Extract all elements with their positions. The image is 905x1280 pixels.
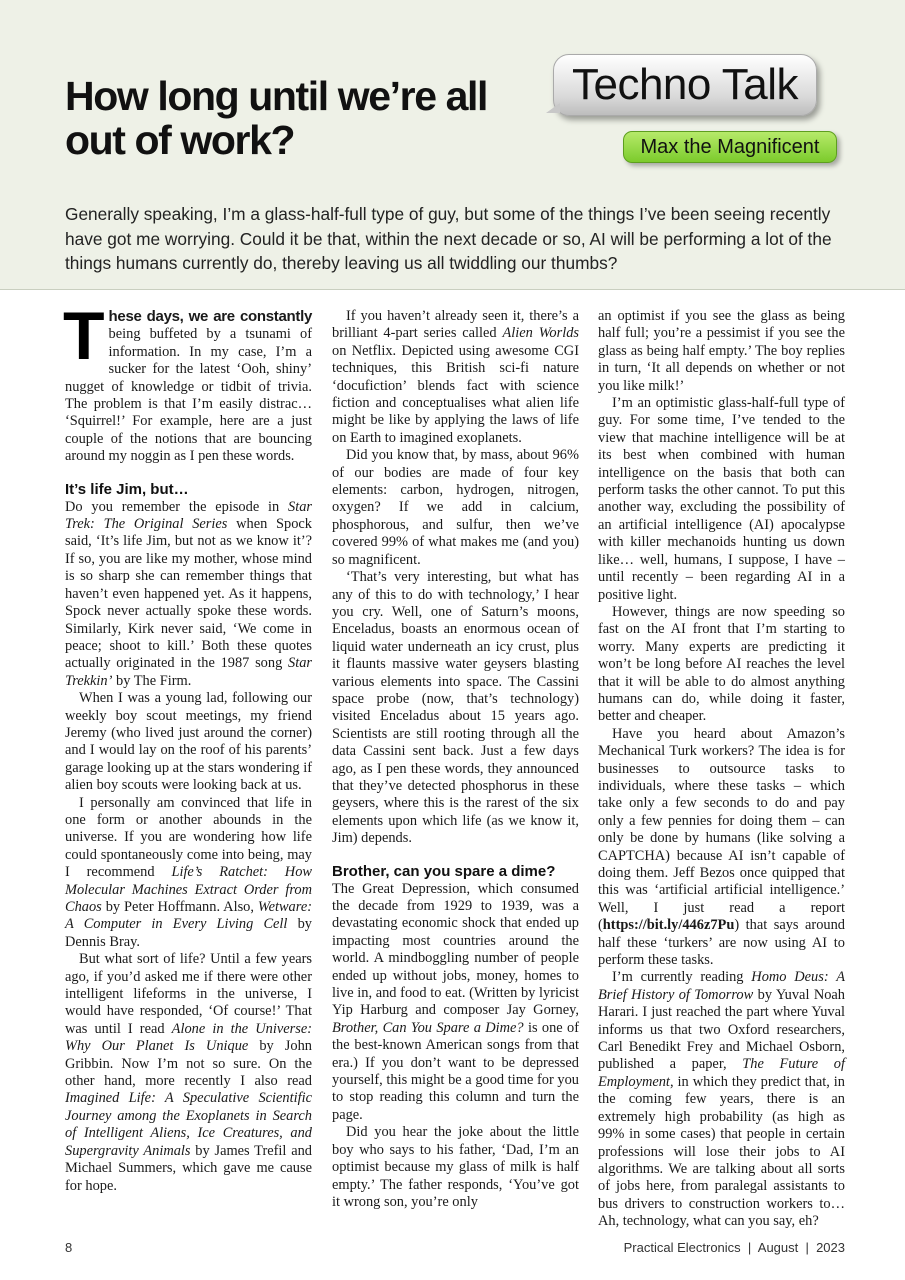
lead-in: hese days, we are constantly xyxy=(108,308,312,325)
paragraph xyxy=(332,308,579,447)
link-text: https://bit.ly/446z7Pu xyxy=(602,917,735,934)
column-name-badge: Techno Talk xyxy=(553,54,817,116)
text-run: Brother, Can You Spare a Dime? xyxy=(332,1019,524,1036)
publication-info: Practical Electronics | August | 2023 xyxy=(623,1240,845,1255)
text-run: But what sort of life? Until a few years ago, if you’d asked me if there were other intelligent lifeforms in the universe, I would have responded, ‘Of course!’ That was until I read xyxy=(65,951,312,1037)
article-column-3 xyxy=(598,308,845,1231)
text-run: The Great Depression, which consumed the decade from 1929 to 1939, was a devastating economic shock that ended up impacting most countries around the world. A mindboggling number of people ended up without jobs, money, homes to live in, and food to eat. (Written by lyricist Yip Harburg and composer Jay Gorney, xyxy=(332,880,579,1019)
text-run: by The Firm. xyxy=(112,672,192,689)
paragraph xyxy=(598,969,845,1230)
page-number: 8 xyxy=(65,1240,73,1255)
text-run: Have you heard about Amazon’s Mechanical Turk workers? The idea is for businesses to outsource tasks to individuals, where these tasks – which take only a few seconds to do and pay only a few pennies for doing them – can only be done by humans (like solving a CAPTCHA) because AI isn’t capable of doing them. Jeff Bezos once quipped that this was ‘artificial artificial intelligence.’ Well, I just read a report ( xyxy=(598,725,845,934)
article-title: How long until we’re all out of work? xyxy=(65,73,487,163)
text-run: When I was a young lad, following our weekly boy scout meetings, my friend Jeremy (who lived just around the corner) and I would lay on the roof of his parents’ garage looking up at the stars wondering if alien boy scouts were looking back at us. xyxy=(65,690,312,794)
paragraph xyxy=(65,690,312,794)
text-run: I’m an optimistic glass-half-full type of guy. For some time, I’ve tended to the view that machine intelligence will be at its best when combined with human intelligence on the basis that both can perform tasks the other cannot. To put this another way, excluding the possibility of an artificial intelligence (AI) apocalypse with killer mechanoids hunting us down like… well, humans, I suppose, I have – until recently – been regarding AI in a positive light. xyxy=(598,395,845,603)
article-intro: Generally speaking, I’m a glass-half-full type of guy, but some of the things I’ve been seeing recently have got me worrying. Could it be that, within the next decade or so, AI will be performing a lot of the things humans currently do, thereby leaving us all twiddling our thumbs? xyxy=(65,204,832,273)
author-badge: Max the Magnificent xyxy=(623,131,837,163)
text-run: Did you know that, by mass, about 96% of our bodies are made of four key elements: carbon, hydrogen, nitrogen, oxygen? If we add in calcium, phosphorous, and sulfur, then we’ve covered 99% of what makes me (and you) so magnificent. xyxy=(332,447,579,568)
text-run: an optimist if you see the glass as being half full; you’re a pessimist if you see the glass as being half empty.’ The boy replies in turn, ‘It all depends on whether or not you like milk!’ xyxy=(598,308,845,394)
text-run: being buffeted by a tsunami of information. In my case, I’m a sucker for the latest ‘Ooh, shiny’ nugget of knowledge or tidbit of trivia. The problem is that I’m easily distrac… ‘Squirrel!’ For example, here are a just couple of the notions that are bouncing around my noggin as I pen these words. xyxy=(65,326,312,465)
paragraph xyxy=(598,395,845,604)
text-run: Imagined Life: A Speculative Scientific Journey among the Exoplanets in Search of Intelligent Aliens, Ice Creatures, and Supergravity Animals xyxy=(65,1090,312,1159)
paragraph xyxy=(332,569,579,848)
text-run: by John Gribbin. Now I’m not so sure. On the other hand, more recently I also read xyxy=(65,1038,312,1090)
text-run: on Netflix. Depicted using awesome CGI techniques, this British sci-fi nature ‘docufiction’ blends fact with science fiction and conceptualises what alien life might be like by applying the laws of life on Earth to imagined exoplanets. xyxy=(332,342,579,446)
paragraph xyxy=(598,604,845,726)
text-run: Life’s Ratchet: How Molecular Machines Extract Order from Chaos xyxy=(65,864,312,915)
text-run: I’m currently reading xyxy=(612,969,752,986)
drop-cap: T xyxy=(63,298,105,374)
text-run: Star Trek: The Original Series xyxy=(65,498,312,533)
section-heading: Brother, can you spare a dime? xyxy=(332,862,556,880)
text-run: Wetware: A Computer in Every Living Cell xyxy=(65,899,312,933)
text-run: by Peter Hoffmann. Also, xyxy=(101,899,258,915)
paragraph xyxy=(65,499,312,690)
article-column-2 xyxy=(332,308,579,1211)
paragraph xyxy=(332,447,579,569)
text-run: ‘That’s very interesting, but what has any of this to do with technology,’ I hear you cry. Well, one of Saturn’s moons, Enceladus, boasts an enormous ocean of liquid water underneath an icy crust, plus it flaunts massive water geysers blasting various elements into space. The Cassini space probe (now, that’s technology) visited Enceladus about 15 years ago. Scientists are still rooting through all the data Cassini sent back. Just a few days ago, as I pen these words, they announced that they’ve detected phosphorus in these geysers, where this is the rarest of the six elements upon which life (as we know it, Jim) depends. xyxy=(332,569,579,847)
text-run: by Yuval Noah Harari. I just reached the part where Yuval informs us that two Oxford researchers, Carl Benedikt Frey and Michael Osborn, published a paper, xyxy=(598,986,845,1073)
text-run: , in which they predict that, in the coming few years, there is an extremely high probability (as high as 99% in some cases) that people in certain professions will lose their jobs to AI algorithms. We are talking about all sorts of jobs here, from paralegal assistants to bus drivers to construction workers to… Ah, technology, what can you say, eh? xyxy=(598,1073,845,1230)
paragraph xyxy=(332,1124,579,1211)
text-run: ) that says around half these ‘turkers’ are now using AI to perform these tasks. xyxy=(598,917,845,969)
paragraph xyxy=(598,308,845,395)
text-run: Did you hear the joke about the little boy who says to his father, ‘Dad, I’m an optimist because my glass of milk is half empty.’ The father responds, ‘You’ve got it wrong son, you’re only xyxy=(332,1124,579,1210)
paragraph xyxy=(332,881,579,1125)
text-run: I personally am convinced that life in one form or another abounds in the universe. If you are wondering how life could spontaneously come into being, may I recommend xyxy=(65,794,312,881)
text-run: Alien Worlds xyxy=(502,325,579,342)
text-run: is one of the best-known American songs from that era.) If you don’t want to be depressed yourself, this might be a good time for you to stop reading this column and turn the page. xyxy=(332,1019,579,1123)
paragraph xyxy=(65,795,312,952)
paragraph xyxy=(598,726,845,970)
text-run: Alone in the Universe: Why Our Planet Is Unique xyxy=(65,1020,313,1055)
text-run: when Spock said, ‘It’s life Jim, but not as we know it’? If so, you are like my mother, whose mind is so sharp she can remember things that haven’t even happened yet. As it happens, Spock never actually spoke these words. Similarly, Kirk never said, ‘We come in peace; shoot to kill.’ Both these quotes actually originated in the 1987 song xyxy=(65,516,312,672)
text-run: Homo Deus: A Brief History of Tomorrow xyxy=(598,969,845,1003)
text-run: Star Trekkin’ xyxy=(65,655,312,689)
paragraph xyxy=(65,951,312,1195)
text-run: If you haven’t already seen it, there’s a brilliant 4-part series called xyxy=(332,308,579,342)
text-run: by James Trefil and Michael Summers, which gave me cause for hope. xyxy=(65,1142,312,1194)
text-run: by Dennis Bray. xyxy=(65,916,312,950)
article-column-1 xyxy=(63,298,313,1195)
text-run: However, things are now speeding so fast on the AI front that I’m starting to worry. Many experts are predicting it won’t be long before AI reaches the level that it will be able to do almost anything humans can do, while doing it faster, better and cheaper. xyxy=(598,603,845,725)
text-run: Do you remember the episode in xyxy=(65,498,288,515)
section-heading: It’s life Jim, but… xyxy=(65,480,189,498)
text-run: The Future of Employment xyxy=(598,1056,845,1090)
